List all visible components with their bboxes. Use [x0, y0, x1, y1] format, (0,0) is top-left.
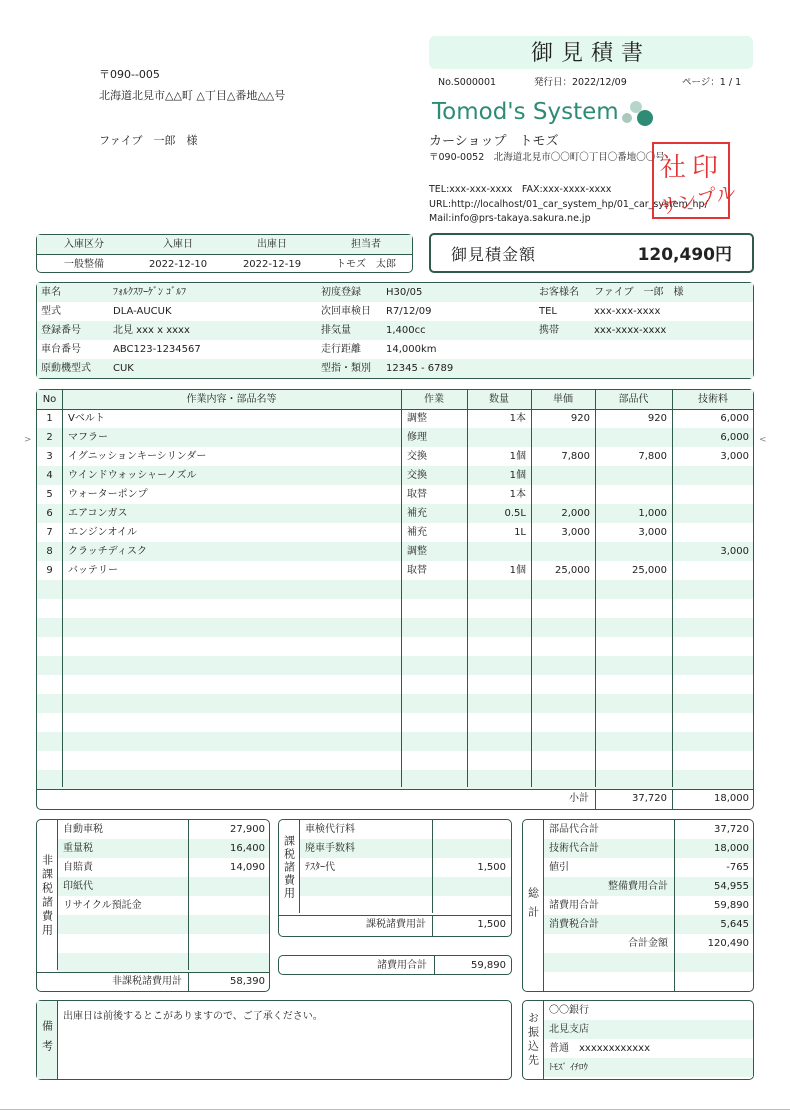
taxable-amount: 1,500	[477, 862, 506, 873]
company-tel-fax: TEL:xxx-xxx-xxxx FAX:xxx-xxxx-xxxx	[429, 184, 612, 195]
item-cell: 2,000	[561, 508, 590, 519]
items-header: 数量	[489, 394, 509, 405]
taxable-total-label: 課税諸費用計	[366, 919, 426, 930]
summary-amount: 18,000	[714, 843, 749, 854]
vehicle-value: H30/05	[386, 287, 423, 298]
item-cell: 7,800	[561, 451, 590, 462]
vehicle-value: 北見 xxx x xxxx	[113, 325, 190, 336]
taxable-item: ﾃｽﾀｰ代	[305, 862, 335, 873]
item-cell: 25,000	[555, 565, 590, 576]
title-banner	[429, 36, 753, 69]
item-cell: マフラー	[68, 432, 108, 443]
vehicle-value: xxx-xxx-xxxx	[594, 306, 661, 317]
item-cell: 920	[647, 413, 667, 424]
vehicle-value: 1,400cc	[386, 325, 426, 336]
vehicle-value: DLA-AUCUK	[113, 306, 172, 317]
summary-item: 部品代合計	[549, 824, 599, 835]
item-cell: 2	[46, 432, 53, 443]
item-cell: 調整	[407, 413, 427, 424]
taxable-item: 車検代行料	[305, 824, 355, 835]
vehicle-label: 排気量	[321, 325, 351, 336]
visit-staff: トモズ 太郎	[336, 259, 396, 270]
items-header: No	[42, 394, 57, 405]
subtotal-label: 小計	[569, 793, 589, 804]
summary-label: 総計	[526, 886, 540, 925]
doc-number: No.S000001	[438, 77, 497, 88]
item-cell: クラッチディスク	[68, 546, 147, 557]
company-logo: Tomod's System	[432, 99, 619, 125]
item-cell: 取替	[407, 489, 427, 500]
bank-line: ﾄﾓｽﾞ ｲﾁﾛｳ	[549, 1063, 588, 1073]
item-cell: 7,800	[638, 451, 667, 462]
item-cell: 調整	[407, 546, 427, 557]
vehicle-label: お客様名	[539, 287, 579, 298]
non-taxable-total-label: 非課税諸費用計	[112, 976, 182, 987]
vehicle-label: 原動機型式	[41, 363, 91, 374]
summary-item: 整備費用合計	[608, 881, 668, 892]
vehicle-label: 初度登録	[321, 287, 361, 298]
visit-in-date: 2022-12-10	[148, 259, 208, 270]
item-cell: 1本	[509, 413, 526, 424]
summary-item: 諸費用合計	[549, 900, 599, 911]
summary-amount: -765	[726, 862, 749, 873]
vehicle-label: 次回車検日	[321, 306, 371, 317]
page-number: ページ：1 / 1	[682, 77, 742, 88]
summary-amount: 37,720	[714, 824, 749, 835]
bank-label: お振込先	[526, 1012, 540, 1068]
bank-line: 北見支店	[549, 1024, 589, 1035]
items-header: 単価	[553, 394, 573, 405]
item-cell: ウォーターポンプ	[68, 489, 148, 500]
item-cell: 3,000	[720, 546, 749, 557]
bank-line: 〇〇銀行	[549, 1005, 589, 1016]
vehicle-value: ﾌｫﾙｸｽﾜｰｹﾞﾝ ｺﾞﾙﾌ	[113, 287, 187, 298]
remarks-label: 備考	[40, 1020, 54, 1060]
item-cell: 5	[46, 489, 53, 500]
company-seal-stamp	[652, 142, 738, 220]
recipient-zip: 〒090--005	[99, 68, 160, 81]
vehicle-label: 車名	[41, 287, 61, 298]
subtotal-tech: 18,000	[714, 793, 749, 804]
non-taxable-amount: 27,900	[230, 824, 265, 835]
summary-table	[522, 819, 754, 992]
item-cell: 1	[46, 413, 53, 424]
estimate-total-box	[429, 233, 754, 273]
non-taxable-item: 印紙代	[63, 881, 93, 892]
item-cell: 補充	[407, 527, 427, 538]
company-mail: Mail:info@prs-takaya.sakura.ne.jp	[429, 213, 591, 224]
items-header: 作業	[424, 394, 444, 405]
visit-header: 出庫日	[257, 239, 287, 250]
item-cell: 25,000	[632, 565, 667, 576]
item-cell: 3,000	[561, 527, 590, 538]
vehicle-label: 型式	[41, 306, 61, 317]
item-cell: 1L	[514, 527, 526, 538]
taxable-item: 廃車手数料	[305, 843, 355, 854]
non-taxable-amount: 16,400	[230, 843, 265, 854]
company-name: カーショップ トモズ	[429, 134, 559, 149]
non-taxable-fees-table	[36, 819, 270, 992]
fees-total-label: 諸費用合計	[377, 960, 427, 971]
item-cell: 補充	[407, 508, 427, 519]
item-cell: エアコンガス	[68, 508, 128, 519]
vehicle-value: ABC123-1234567	[113, 344, 201, 355]
items-header: 部品代	[618, 394, 649, 405]
item-cell: 7	[46, 527, 53, 538]
non-taxable-item: 自賠責	[63, 862, 93, 873]
item-cell: 1個	[509, 470, 526, 481]
item-cell: 8	[46, 546, 53, 557]
non-taxable-amount: 14,090	[230, 862, 265, 873]
visit-info-table	[36, 234, 413, 273]
summary-amount: 54,955	[714, 881, 749, 892]
vehicle-value: 12345 - 6789	[386, 363, 454, 374]
vehicle-value: xxx-xxxx-xxxx	[594, 325, 667, 336]
item-cell: ウインドウォッシャーノズル	[68, 470, 197, 481]
vehicle-label: TEL	[539, 306, 557, 317]
item-cell: 3,000	[638, 527, 667, 538]
bank-line: 普通 xxxxxxxxxxxx	[549, 1043, 651, 1054]
item-cell: エンジンオイル	[68, 527, 137, 538]
item-cell: 4	[46, 470, 53, 481]
vehicle-label: 走行距離	[321, 344, 361, 355]
remarks-box	[36, 1000, 512, 1080]
item-cell: 9	[46, 565, 53, 576]
summary-item: 値引	[549, 862, 569, 873]
item-cell: バッテリー	[68, 565, 118, 576]
item-cell: Vベルト	[68, 413, 105, 424]
item-cell: 交換	[407, 451, 427, 462]
visit-header: 入庫区分	[64, 239, 104, 250]
total-label: 御見積金額	[451, 245, 537, 264]
page-bottom-line	[0, 1109, 790, 1110]
svg-text:社: 社	[660, 153, 687, 183]
bank-info-box	[522, 1000, 754, 1080]
item-cell: イグニッションキーシリンダー	[68, 451, 207, 462]
items-header: 作業内容・部品名等	[186, 394, 277, 405]
company-url: URL:http://localhost/01_car_system_hp/01_car_system_hp/	[429, 199, 708, 210]
vehicle-label: 車台番号	[41, 344, 81, 355]
vehicle-value: 14,000km	[386, 344, 437, 355]
company-address: 〒090-0052 北海道北見市〇〇町〇丁目〇番地〇〇号	[429, 152, 665, 163]
taxable-fees-table	[278, 819, 512, 937]
vehicle-value: ファイブ 一郎 様	[594, 287, 684, 298]
vehicle-label: 携帯	[539, 325, 559, 336]
summary-item: 技術代合計	[549, 843, 599, 854]
svg-text:印: 印	[692, 153, 719, 183]
taxable-total: 1,500	[477, 919, 506, 930]
summary-amount: 5,645	[720, 919, 749, 930]
svg-text:サンプル: サンプル	[656, 179, 738, 220]
item-cell: 6,000	[720, 413, 749, 424]
seal-lettering	[654, 144, 738, 220]
visit-type: 一般整備	[64, 259, 104, 270]
item-cell: 0.5L	[504, 508, 526, 519]
left-marker: >	[24, 435, 32, 445]
recipient-name: ファイブ 一郎 様	[99, 134, 198, 147]
summary-amount: 59,890	[714, 900, 749, 911]
fees-total-box	[278, 955, 512, 975]
vehicle-value: R7/12/09	[386, 306, 432, 317]
vehicle-value: CUK	[113, 363, 134, 374]
item-cell: 1本	[509, 489, 526, 500]
taxable-label: 課税諸費用	[282, 835, 296, 900]
right-marker: <	[759, 435, 767, 445]
logo-dots-icon	[618, 98, 656, 128]
item-cell: 3,000	[720, 451, 749, 462]
visit-header: 担当者	[351, 239, 381, 250]
subtotal-parts: 37,720	[632, 793, 667, 804]
page-title: 御見積書	[530, 41, 651, 66]
non-taxable-item: 重量税	[63, 843, 93, 854]
item-cell: 交換	[407, 470, 427, 481]
non-taxable-item: 自動車税	[63, 824, 103, 835]
visit-header: 入庫日	[163, 239, 193, 250]
vehicle-info-table	[36, 282, 754, 379]
recipient-address: 北海道北見市△△町 △丁目△番地△△号	[99, 89, 286, 102]
item-cell: 1個	[509, 565, 526, 576]
non-taxable-label: 非課税諸費用	[40, 854, 54, 938]
fees-total-value: 59,890	[471, 960, 506, 971]
item-cell: 1,000	[638, 508, 667, 519]
vehicle-label: 型指・類別	[321, 363, 371, 374]
items-header: 技術料	[698, 394, 728, 405]
item-cell: 6,000	[720, 432, 749, 443]
summary-item: 合計金額	[628, 938, 668, 949]
item-cell: 修理	[407, 432, 427, 443]
summary-amount: 120,490	[707, 938, 749, 949]
remarks-text: 出庫日は前後するとこがありますので、ご了承ください。	[63, 1011, 323, 1022]
item-cell: 3	[46, 451, 53, 462]
item-cell: 1個	[509, 451, 526, 462]
non-taxable-total: 58,390	[230, 976, 265, 987]
non-taxable-item: リサイクル預託金	[63, 900, 142, 911]
item-cell: 920	[570, 413, 590, 424]
items-table	[36, 389, 754, 810]
item-cell: 取替	[407, 565, 427, 576]
summary-item: 消費税合計	[549, 919, 599, 930]
issue-date: 発行日：2022/12/09	[534, 77, 627, 88]
visit-out-date: 2022-12-19	[242, 259, 302, 270]
total-value: 120,490円	[637, 245, 732, 265]
vehicle-label: 登録番号	[41, 325, 81, 336]
item-cell: 6	[46, 508, 53, 519]
